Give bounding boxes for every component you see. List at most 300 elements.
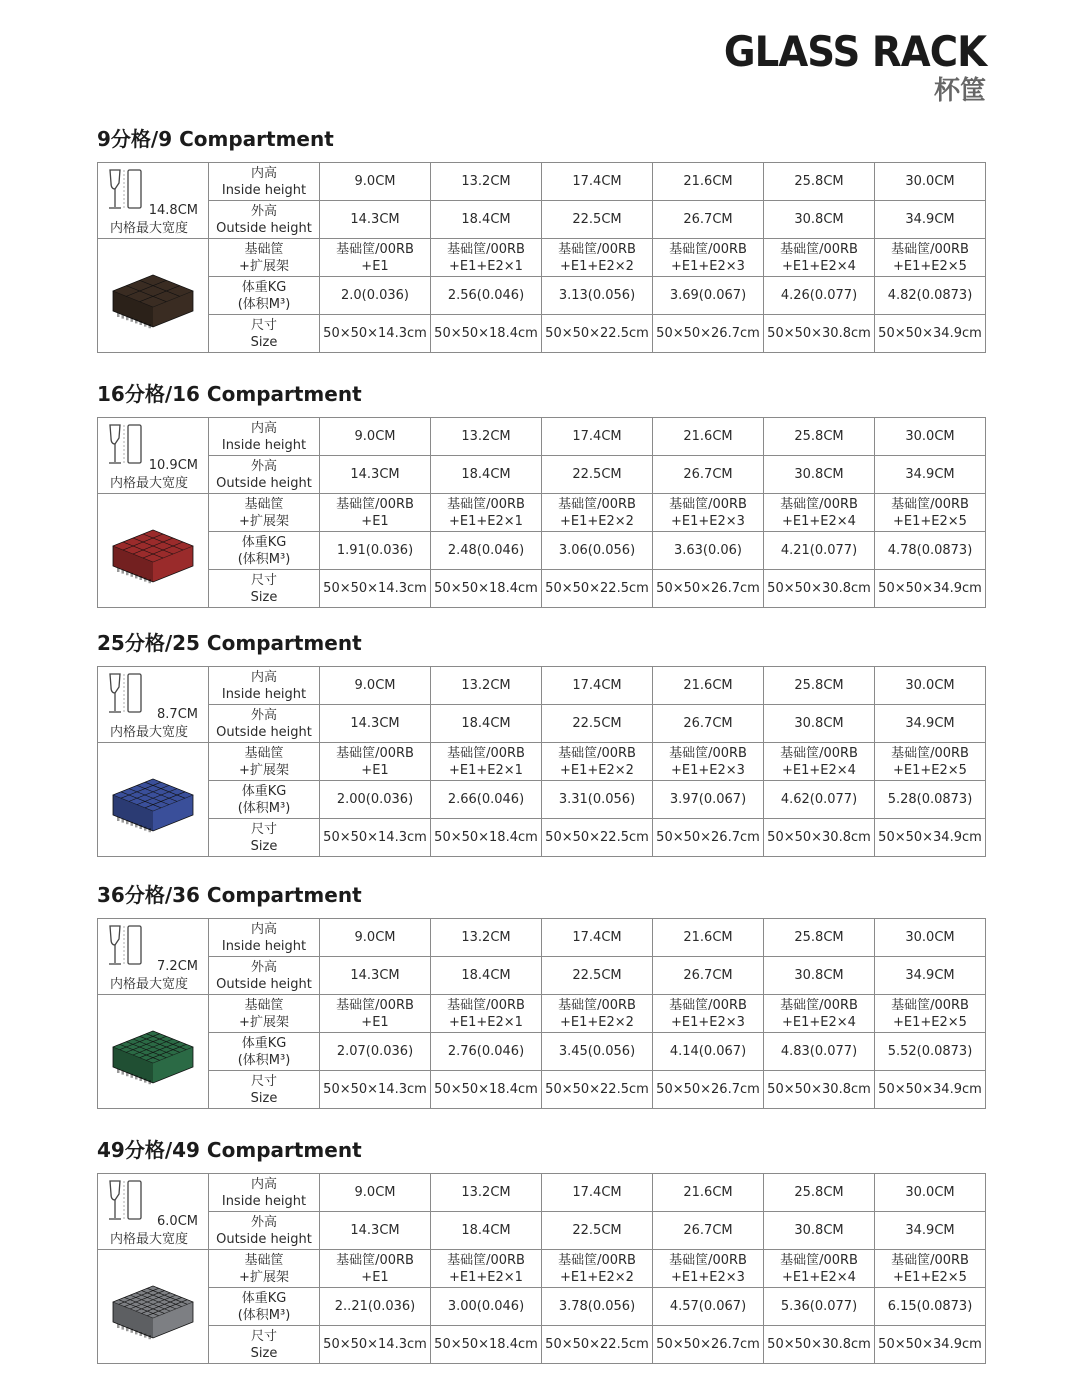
inside-height-cell: 17.4CM xyxy=(542,919,653,957)
outside-height-cell: 22.5CM xyxy=(542,456,653,494)
max-width-label: 内格最大宽度 xyxy=(110,725,189,740)
inside-height-cell: 30.0CM xyxy=(875,667,986,705)
inside-height-cell: 13.2CM xyxy=(431,919,542,957)
base-config-cell xyxy=(431,494,542,532)
inside-height-cell: 13.2CM xyxy=(431,1174,542,1212)
base-model: 基础筐/00RB xyxy=(891,496,969,512)
size-cell: 50×50×26.7cm xyxy=(653,1071,764,1109)
weight-cell: 4.83(0.077) xyxy=(764,1033,875,1071)
label-en: Outside height xyxy=(216,475,312,491)
weight-cell: 3.97(0.067) xyxy=(653,781,764,819)
label-cn: 尺寸 xyxy=(250,572,277,588)
base-config-cell xyxy=(320,239,431,277)
base-model: 基础筐/00RB xyxy=(891,997,969,1013)
max-width-label: 内格最大宽度 xyxy=(110,1232,189,1247)
rack-image-cell xyxy=(98,995,209,1109)
outside-height-cell: 22.5CM xyxy=(542,201,653,239)
size-cell: 50×50×26.7cm xyxy=(653,1326,764,1364)
label-cn: 尺寸 xyxy=(250,1328,277,1344)
extension-config: +E1+E2×4 xyxy=(782,762,856,778)
row-label-inside-height xyxy=(209,919,320,957)
label-cn: 外高 xyxy=(250,959,277,975)
spec-table xyxy=(97,417,986,608)
section-title: 49分格/49 Compartment xyxy=(97,1138,362,1162)
outside-height-cell: 30.8CM xyxy=(764,1212,875,1250)
row-label-inside-height xyxy=(209,1174,320,1212)
size-cell: 50×50×22.5cm xyxy=(542,1071,653,1109)
outside-height-cell: 14.3CM xyxy=(320,456,431,494)
base-model: 基础筐/00RB xyxy=(891,745,969,761)
max-width-label: 内格最大宽度 xyxy=(110,977,189,992)
weight-cell: 3.63(0.06) xyxy=(653,532,764,570)
row-label-weight xyxy=(209,277,320,315)
base-config-cell xyxy=(764,1250,875,1288)
label-volume: (体积M³) xyxy=(237,296,291,312)
label-cn: 内高 xyxy=(250,1176,277,1192)
glass-width-cell xyxy=(98,667,209,743)
base-model: 基础筐/00RB xyxy=(447,997,525,1013)
size-cell: 50×50×34.9cm xyxy=(875,1071,986,1109)
row-label-base xyxy=(209,1250,320,1288)
table-row xyxy=(98,705,986,743)
outside-height-cell: 22.5CM xyxy=(542,957,653,995)
table-row xyxy=(98,1212,986,1250)
label-en: Outside height xyxy=(216,724,312,740)
label-volume: (体积M³) xyxy=(237,1052,291,1068)
weight-cell: 4.21(0.077) xyxy=(764,532,875,570)
rack-image xyxy=(98,743,208,856)
outside-height-cell: 26.7CM xyxy=(653,201,764,239)
max-width-value: 10.9CM xyxy=(148,458,198,473)
extension-config: +E1+E2×2 xyxy=(560,1014,634,1030)
table-row xyxy=(98,781,986,819)
outside-height-cell: 34.9CM xyxy=(875,705,986,743)
label-en: Outside height xyxy=(216,976,312,992)
base-model: 基础筐/00RB xyxy=(891,241,969,257)
table-row xyxy=(98,1174,986,1212)
table-row xyxy=(98,743,986,781)
inside-height-cell: 30.0CM xyxy=(875,919,986,957)
inside-height-cell: 13.2CM xyxy=(431,163,542,201)
section-title: 25分格/25 Compartment xyxy=(97,631,362,655)
base-model: 基础筐/00RB xyxy=(780,1252,858,1268)
inside-height-cell: 25.8CM xyxy=(764,919,875,957)
base-model: 基础筐/00RB xyxy=(780,997,858,1013)
outside-height-cell: 26.7CM xyxy=(653,1212,764,1250)
weight-cell: 6.15(0.0873) xyxy=(875,1288,986,1326)
inside-height-cell: 13.2CM xyxy=(431,667,542,705)
base-model: 基础筐/00RB xyxy=(558,241,636,257)
outside-height-cell: 22.5CM xyxy=(542,1212,653,1250)
table-row xyxy=(98,1326,986,1364)
size-cell: 50×50×14.3cm xyxy=(320,1071,431,1109)
base-model: 基础筐/00RB xyxy=(558,997,636,1013)
extension-config: +E1+E2×2 xyxy=(560,762,634,778)
weight-cell: 3.78(0.056) xyxy=(542,1288,653,1326)
outside-height-cell: 22.5CM xyxy=(542,705,653,743)
glass-width-cell xyxy=(98,1174,209,1250)
inside-height-cell: 17.4CM xyxy=(542,667,653,705)
weight-cell: 4.82(0.0873) xyxy=(875,277,986,315)
weight-cell: 3.31(0.056) xyxy=(542,781,653,819)
base-config-cell xyxy=(764,743,875,781)
label-cn: 外高 xyxy=(250,1214,277,1230)
label-cn: 尺寸 xyxy=(250,821,277,837)
base-model: 基础筐/00RB xyxy=(780,496,858,512)
size-cell: 50×50×34.9cm xyxy=(875,315,986,353)
table-row xyxy=(98,201,986,239)
size-cell: 50×50×34.9cm xyxy=(875,570,986,608)
label-cn: 体重KG xyxy=(241,1290,287,1306)
extension-config: +E1+E2×5 xyxy=(893,258,967,274)
glass-width-cell xyxy=(98,418,209,494)
size-cell: 50×50×26.7cm xyxy=(653,315,764,353)
weight-cell: 2.66(0.046) xyxy=(431,781,542,819)
max-width-value: 6.0CM xyxy=(157,1214,198,1229)
row-label-size xyxy=(209,1071,320,1109)
weight-cell: 3.69(0.067) xyxy=(653,277,764,315)
glasses-icon xyxy=(104,422,150,473)
page-title: GLASS RACK xyxy=(723,27,986,76)
size-cell: 50×50×18.4cm xyxy=(431,1071,542,1109)
base-config-cell xyxy=(431,1250,542,1288)
outside-height-cell: 18.4CM xyxy=(431,957,542,995)
table-row xyxy=(98,1250,986,1288)
row-label-size xyxy=(209,1326,320,1364)
inside-height-cell: 21.6CM xyxy=(653,1174,764,1212)
base-model: 基础筐/00RB xyxy=(558,745,636,761)
size-cell: 50×50×26.7cm xyxy=(653,819,764,857)
outside-height-cell: 34.9CM xyxy=(875,957,986,995)
inside-height-cell: 9.0CM xyxy=(320,1174,431,1212)
base-config-cell xyxy=(431,995,542,1033)
row-label-outside-height xyxy=(209,456,320,494)
size-cell: 50×50×22.5cm xyxy=(542,1326,653,1364)
weight-cell: 2.00(0.036) xyxy=(320,781,431,819)
weight-cell: 4.78(0.0873) xyxy=(875,532,986,570)
weight-cell: 4.57(0.067) xyxy=(653,1288,764,1326)
table-row xyxy=(98,1033,986,1071)
weight-cell: 5.36(0.077) xyxy=(764,1288,875,1326)
base-model: 基础筐/00RB xyxy=(447,745,525,761)
label-cn: 外高 xyxy=(250,707,277,723)
base-config-cell xyxy=(431,743,542,781)
base-model: 基础筐/00RB xyxy=(558,1252,636,1268)
inside-height-cell: 30.0CM xyxy=(875,418,986,456)
outside-height-cell: 26.7CM xyxy=(653,957,764,995)
inside-height-cell: 9.0CM xyxy=(320,667,431,705)
label-cn: 尺寸 xyxy=(250,317,277,333)
base-model: 基础筐/00RB xyxy=(447,496,525,512)
table-row xyxy=(98,957,986,995)
extension-config: +E1 xyxy=(361,1014,389,1030)
label-ext: +扩展架 xyxy=(239,513,289,529)
inside-height-cell: 21.6CM xyxy=(653,919,764,957)
rack-image-cell xyxy=(98,743,209,857)
rack-image xyxy=(98,1250,208,1363)
glass-width-cell xyxy=(98,163,209,239)
base-config-cell xyxy=(764,995,875,1033)
section-title: 9分格/9 Compartment xyxy=(97,127,334,151)
label-cn: 基础筐 xyxy=(244,997,284,1013)
outside-height-cell: 30.8CM xyxy=(764,456,875,494)
extension-config: +E1+E2×3 xyxy=(671,1269,745,1285)
row-label-size xyxy=(209,570,320,608)
extension-config: +E1+E2×1 xyxy=(449,1014,523,1030)
label-volume: (体积M³) xyxy=(237,1307,291,1323)
extension-config: +E1+E2×5 xyxy=(893,1269,967,1285)
base-model: 基础筐/00RB xyxy=(780,241,858,257)
weight-cell: 3.45(0.056) xyxy=(542,1033,653,1071)
row-label-base xyxy=(209,239,320,277)
weight-cell: 1.91(0.036) xyxy=(320,532,431,570)
weight-cell: 3.00(0.046) xyxy=(431,1288,542,1326)
inside-height-cell: 9.0CM xyxy=(320,163,431,201)
table-row xyxy=(98,995,986,1033)
table-row xyxy=(98,667,986,705)
table-row xyxy=(98,819,986,857)
row-label-outside-height xyxy=(209,957,320,995)
label-en: Inside height xyxy=(221,182,307,198)
base-config-cell xyxy=(320,1250,431,1288)
base-model: 基础筐/00RB xyxy=(336,241,414,257)
label-cn: 基础筐 xyxy=(244,1252,284,1268)
size-cell: 50×50×30.8cm xyxy=(764,315,875,353)
inside-height-cell: 25.8CM xyxy=(764,1174,875,1212)
weight-cell: 3.13(0.056) xyxy=(542,277,653,315)
row-label-weight xyxy=(209,1288,320,1326)
outside-height-cell: 18.4CM xyxy=(431,705,542,743)
inside-height-cell: 17.4CM xyxy=(542,1174,653,1212)
table-row xyxy=(98,418,986,456)
extension-config: +E1+E2×2 xyxy=(560,513,634,529)
rack-image xyxy=(98,995,208,1108)
rack-image xyxy=(98,494,208,607)
table-row xyxy=(98,919,986,957)
base-model: 基础筐/00RB xyxy=(336,496,414,512)
size-cell: 50×50×30.8cm xyxy=(764,819,875,857)
outside-height-cell: 26.7CM xyxy=(653,456,764,494)
base-config-cell xyxy=(653,743,764,781)
table-row xyxy=(98,1071,986,1109)
page-header xyxy=(701,28,986,106)
label-en: Size xyxy=(250,589,278,605)
outside-height-cell: 14.3CM xyxy=(320,1212,431,1250)
weight-cell: 2.56(0.046) xyxy=(431,277,542,315)
size-cell: 50×50×30.8cm xyxy=(764,1071,875,1109)
weight-cell: 5.28(0.0873) xyxy=(875,781,986,819)
extension-config: +E1+E2×2 xyxy=(560,258,634,274)
label-en: Size xyxy=(250,838,278,854)
inside-height-cell: 21.6CM xyxy=(653,163,764,201)
outside-height-cell: 34.9CM xyxy=(875,1212,986,1250)
base-config-cell xyxy=(875,995,986,1033)
outside-height-cell: 30.8CM xyxy=(764,201,875,239)
base-config-cell xyxy=(542,743,653,781)
max-width-value: 7.2CM xyxy=(157,959,198,974)
row-label-weight xyxy=(209,781,320,819)
label-ext: +扩展架 xyxy=(239,762,289,778)
table-row xyxy=(98,456,986,494)
base-config-cell xyxy=(764,494,875,532)
label-cn: 内高 xyxy=(250,420,277,436)
inside-height-cell: 30.0CM xyxy=(875,163,986,201)
outside-height-cell: 34.9CM xyxy=(875,456,986,494)
label-cn: 体重KG xyxy=(241,534,287,550)
label-ext: +扩展架 xyxy=(239,258,289,274)
base-config-cell xyxy=(320,743,431,781)
table-row xyxy=(98,1288,986,1326)
label-en: Size xyxy=(250,1090,278,1106)
label-cn: 基础筐 xyxy=(244,496,284,512)
spec-table xyxy=(97,1173,986,1364)
table-row xyxy=(98,277,986,315)
row-label-inside-height xyxy=(209,667,320,705)
base-config-cell xyxy=(542,239,653,277)
extension-config: +E1 xyxy=(361,258,389,274)
page-subtitle: 杯筐 xyxy=(933,76,986,106)
base-config-cell xyxy=(320,494,431,532)
base-model: 基础筐/00RB xyxy=(891,1252,969,1268)
base-config-cell xyxy=(653,1250,764,1288)
size-cell: 50×50×18.4cm xyxy=(431,570,542,608)
base-model: 基础筐/00RB xyxy=(558,496,636,512)
base-model: 基础筐/00RB xyxy=(447,1252,525,1268)
label-en: Outside height xyxy=(216,220,312,236)
size-cell: 50×50×14.3cm xyxy=(320,570,431,608)
base-config-cell xyxy=(875,494,986,532)
inside-height-cell: 9.0CM xyxy=(320,919,431,957)
rack-image-cell xyxy=(98,1250,209,1364)
rack-image-cell xyxy=(98,494,209,608)
size-cell: 50×50×30.8cm xyxy=(764,570,875,608)
glass-width-cell xyxy=(98,919,209,995)
size-cell: 50×50×34.9cm xyxy=(875,819,986,857)
label-cn: 体重KG xyxy=(241,1035,287,1051)
base-config-cell xyxy=(542,1250,653,1288)
outside-height-cell: 30.8CM xyxy=(764,957,875,995)
extension-config: +E1+E2×4 xyxy=(782,258,856,274)
base-model: 基础筐/00RB xyxy=(669,745,747,761)
extension-config: +E1 xyxy=(361,513,389,529)
max-width-label: 内格最大宽度 xyxy=(110,221,189,236)
outside-height-cell: 26.7CM xyxy=(653,705,764,743)
extension-config: +E1 xyxy=(361,762,389,778)
base-config-cell xyxy=(542,494,653,532)
glasses-icon xyxy=(104,671,150,722)
size-cell: 50×50×18.4cm xyxy=(431,315,542,353)
row-label-base xyxy=(209,743,320,781)
label-cn: 体重KG xyxy=(241,783,287,799)
label-cn: 内高 xyxy=(250,921,277,937)
base-config-cell xyxy=(875,1250,986,1288)
extension-config: +E1+E2×3 xyxy=(671,258,745,274)
outside-height-cell: 18.4CM xyxy=(431,456,542,494)
label-en: Outside height xyxy=(216,1231,312,1247)
row-label-weight xyxy=(209,532,320,570)
label-en: Inside height xyxy=(221,938,307,954)
size-cell: 50×50×18.4cm xyxy=(431,819,542,857)
inside-height-cell: 21.6CM xyxy=(653,667,764,705)
label-cn: 内高 xyxy=(250,669,277,685)
label-ext: +扩展架 xyxy=(239,1269,289,1285)
max-width-label: 内格最大宽度 xyxy=(110,476,189,491)
outside-height-cell: 34.9CM xyxy=(875,201,986,239)
row-label-weight xyxy=(209,1033,320,1071)
base-model: 基础筐/00RB xyxy=(336,997,414,1013)
label-cn: 内高 xyxy=(250,165,277,181)
inside-height-cell: 25.8CM xyxy=(764,418,875,456)
base-config-cell xyxy=(431,239,542,277)
outside-height-cell: 14.3CM xyxy=(320,705,431,743)
size-cell: 50×50×22.5cm xyxy=(542,315,653,353)
extension-config: +E1+E2×5 xyxy=(893,513,967,529)
inside-height-cell: 9.0CM xyxy=(320,418,431,456)
extension-config: +E1+E2×5 xyxy=(893,1014,967,1030)
base-config-cell xyxy=(875,239,986,277)
inside-height-cell: 21.6CM xyxy=(653,418,764,456)
base-model: 基础筐/00RB xyxy=(336,745,414,761)
weight-cell: 4.14(0.067) xyxy=(653,1033,764,1071)
weight-cell: 2.07(0.036) xyxy=(320,1033,431,1071)
label-volume: (体积M³) xyxy=(237,551,291,567)
glasses-icon xyxy=(104,923,150,974)
extension-config: +E1+E2×3 xyxy=(671,513,745,529)
base-config-cell xyxy=(653,239,764,277)
base-config-cell xyxy=(764,239,875,277)
table-row xyxy=(98,239,986,277)
base-config-cell xyxy=(653,995,764,1033)
row-label-size xyxy=(209,315,320,353)
base-model: 基础筐/00RB xyxy=(780,745,858,761)
outside-height-cell: 30.8CM xyxy=(764,705,875,743)
outside-height-cell: 14.3CM xyxy=(320,201,431,239)
weight-cell: 2..21(0.036) xyxy=(320,1288,431,1326)
weight-cell: 4.62(0.077) xyxy=(764,781,875,819)
base-config-cell xyxy=(653,494,764,532)
outside-height-cell: 18.4CM xyxy=(431,201,542,239)
base-config-cell xyxy=(320,995,431,1033)
size-cell: 50×50×30.8cm xyxy=(764,1326,875,1364)
weight-cell: 4.26(0.077) xyxy=(764,277,875,315)
size-cell: 50×50×34.9cm xyxy=(875,1326,986,1364)
base-config-cell xyxy=(542,995,653,1033)
base-config-cell xyxy=(875,743,986,781)
row-label-inside-height xyxy=(209,418,320,456)
label-cn: 外高 xyxy=(250,458,277,474)
outside-height-cell: 14.3CM xyxy=(320,957,431,995)
outside-height-cell: 18.4CM xyxy=(431,1212,542,1250)
row-label-inside-height xyxy=(209,163,320,201)
size-cell: 50×50×14.3cm xyxy=(320,315,431,353)
inside-height-cell: 13.2CM xyxy=(431,418,542,456)
spec-table xyxy=(97,162,986,353)
label-en: Size xyxy=(250,1345,278,1361)
extension-config: +E1+E2×4 xyxy=(782,1269,856,1285)
extension-config: +E1+E2×3 xyxy=(671,762,745,778)
extension-config: +E1+E2×4 xyxy=(782,513,856,529)
inside-height-cell: 25.8CM xyxy=(764,163,875,201)
table-row xyxy=(98,532,986,570)
weight-cell: 3.06(0.056) xyxy=(542,532,653,570)
label-en: Inside height xyxy=(221,437,307,453)
weight-cell: 2.0(0.036) xyxy=(320,277,431,315)
extension-config: +E1+E2×1 xyxy=(449,258,523,274)
table-row xyxy=(98,315,986,353)
label-cn: 基础筐 xyxy=(244,745,284,761)
size-cell: 50×50×18.4cm xyxy=(431,1326,542,1364)
base-model: 基础筐/00RB xyxy=(669,241,747,257)
